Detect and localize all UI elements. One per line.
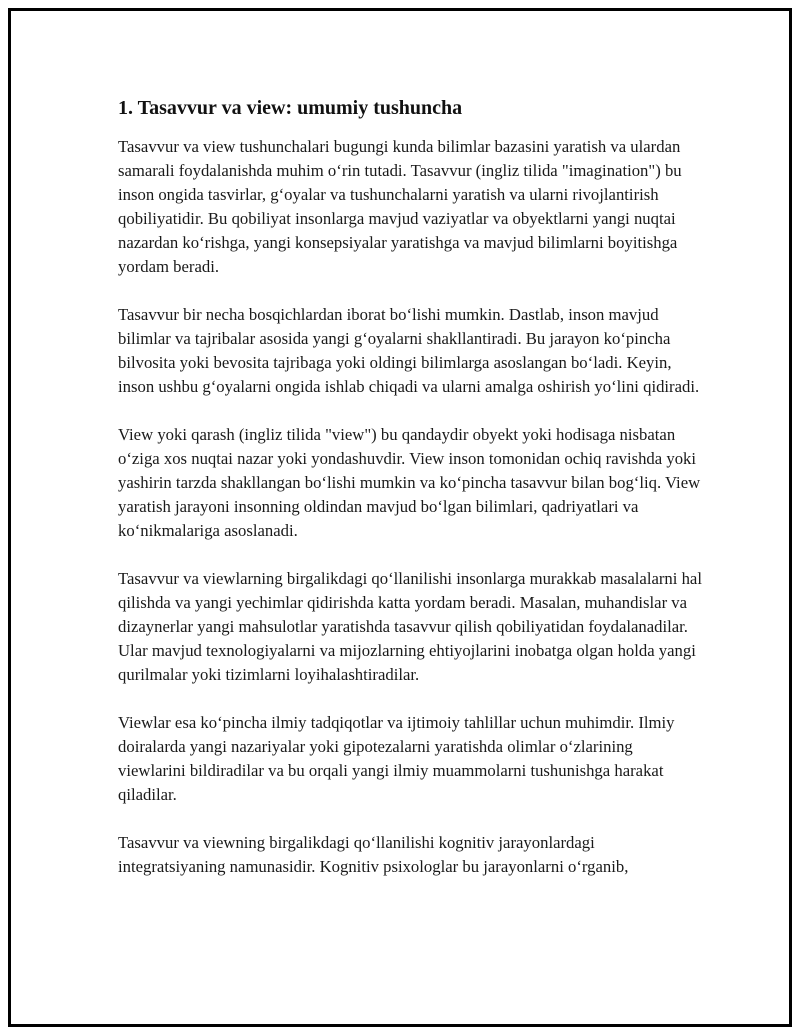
paragraph-4: Tasavvur va viewlarning birgalikdagi qo‘llanilishi insonlarga murakkab masalalarni hal qilishda va yangi yechimlar qidirishda katta yordam beradi. Masalan, muhandislar va dizaynerlar yangi mahsulotlar yaratishda tasavvur qilish qobiliyatidan foydalanadilar. Ular mavjud texnologiyalarni va mijozlarning ehtiyojlarini inobatga olgan holda yangi qurilmalar yoki tizimlarni loyihalashtiradilar. [118, 569, 702, 684]
paragraph-1: Tasavvur va view tushunchalari bugungi kunda bilimlar bazasini yaratish va ulardan samarali foydalanishda muhim o‘rin tutadi. Tasavvur (ingliz tilida "imagination") bu inson ongida tasvirlar, g‘oyalar va tushunchalarni yaratish va ularni rivojlantirish qobiliyatidir. Bu qobiliyat insonlarga mavjud vaziyatlar va obyektlarni yangi nuqtai nazardan ko‘rishga, yangi konsepsiyalar yaratishga va mavjud bilimlarni boyitishga yordam beradi. [118, 137, 682, 276]
paragraph-5: Viewlar esa ko‘pincha ilmiy tadqiqotlar va ijtimoiy tahlillar uchun muhimdir. Ilmiy doiralarda yangi nazariyalar yoki gipotezalarni yaratishda olimlar o‘zlarining viewlarini bildiradilar va bu orqali yangi ilmiy muammolarni tushunishga harakat qiladilar. [118, 713, 675, 804]
paragraph-6: Tasavvur va viewning birgalikdagi qo‘llanilishi kognitiv jarayonlardagi integratsiyaning namunasidir. Kognitiv psixologlar bu jarayonlarni o‘rganib, [118, 833, 629, 876]
paragraph-3: View yoki qarash (ingliz tilida "view") bu qandaydir obyekt yoki hodisaga nisbatan o‘ziga xos nuqtai nazar yoki yondashuvdir. View inson tomonidan ochiq ravishda yoki yashirin tarzda shakllangan bo‘lishi mumkin va ko‘pincha tasavvur bilan bog‘liq. View yaratish jarayoni insonning oldindan mavjud bo‘lgan bilimlari, qadriyatlari va ko‘nikmalariga asoslanadi. [118, 425, 701, 540]
paragraph-2: Tasavvur bir necha bosqichlardan iborat bo‘lishi mumkin. Dastlab, inson mavjud bilimlar va tajribalar asosida yangi g‘oyalarni shakllantiradi. Bu jarayon ko‘pincha bilvosita yoki bevosita tajribaga yoki oldingi bilimlarga asoslangan bo‘ladi. Keyin, inson ushbu g‘oyalarni ongida ishlab chiqadi va ularni amalga oshirish yo‘lini qidiradi. [118, 305, 700, 396]
section-heading: 1. Tasavvur va view: umumiy tushuncha [118, 97, 463, 119]
document-body [118, 95, 703, 903]
